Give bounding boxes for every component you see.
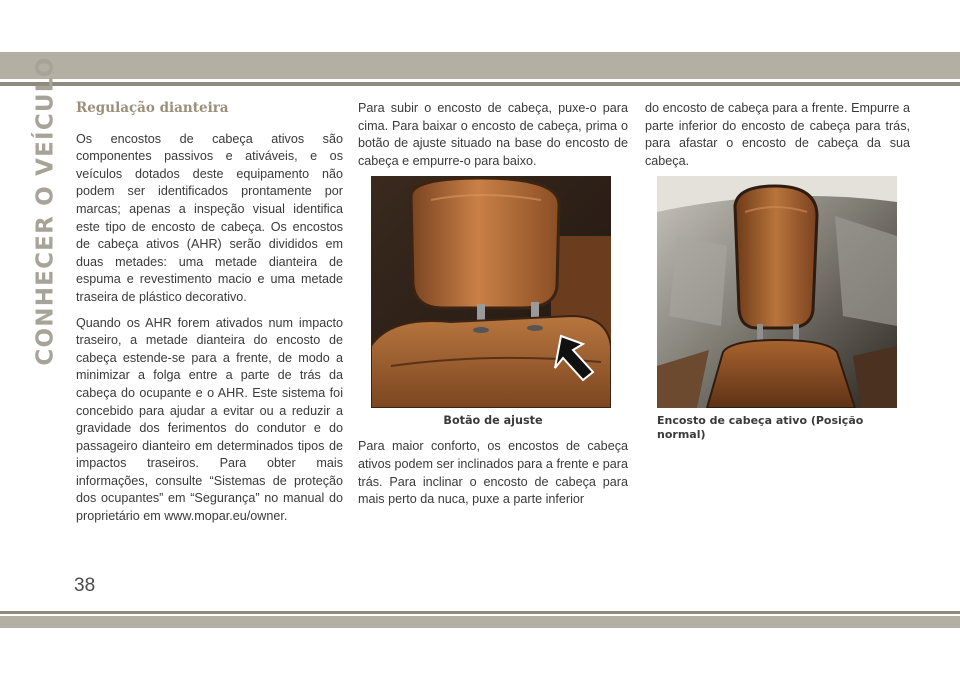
- top-rule: [0, 82, 960, 86]
- section-heading: Regulação dianteira: [76, 100, 229, 116]
- column-2: [358, 100, 628, 517]
- paragraph-ahr-description: Os encostos de cabeça ativos são componentes passivos e ativáveis, e os veículos dotados deste equipamento não podem ser identificados prontamente por marcas; apenas a inspeção visual identifica este tipo de encosto de cabeça. Os encostos de cabeça ativos (AHR) serão divididos em duas metades: uma metade dianteira de espuma e revestimento macio e uma metade traseira de plástico decorativo.: [76, 131, 343, 304]
- bottom-band: [0, 616, 960, 628]
- section-title-vertical: [26, 55, 66, 366]
- figure-adjust-button: [371, 176, 611, 408]
- figure-active-headrest: [657, 176, 897, 408]
- headrest-adjust-photo: [371, 176, 611, 408]
- paragraph-ahr-activation: Quando os AHR forem ativados num impacto traseiro, a metade dianteira do encosto de cabeça estende-se para a frente, de modo a minimizar a folga entre a parte de trás da cabeça do ocupante e o AHR. Este sistema foi concebido para ajudar a evitar ou a reduzir a gravidade dos ferimentos do condutor e do passageiro dianteiro em determinados tipos de impactos traseiros. Para obter mais informações, consulte “Sistemas de proteção dos ocupantes” em “Segurança” no manual do proprietário em www.mopar.eu/owner.: [76, 315, 343, 524]
- section-title: CONHECER O VEÍCULO: [33, 55, 59, 366]
- paragraph-raise-lower: Para subir o encosto de cabeça, puxe-o para cima. Para baixar o encosto de cabeça, prima o botão de ajuste situado na base do encosto de cabeça e empurre-o para baixo.: [358, 101, 628, 168]
- figure-caption-active-headrest: Encosto de cabeça ativo (Posição normal): [657, 414, 864, 442]
- column-1: [76, 100, 343, 534]
- bottom-rule: [0, 611, 960, 614]
- figure-caption-adjust-button: Botão de ajuste: [443, 414, 543, 428]
- column-3: [645, 100, 910, 452]
- active-headrest-photo: [657, 176, 897, 408]
- page-number: 38: [74, 575, 96, 596]
- top-band: [0, 52, 960, 79]
- paragraph-tilt: Para maior conforto, os encostos de cabeça ativos podem ser inclinados para a frente e para trás. Para inclinar o encosto de cabeça para mais perto da nuca, puxe a parte inferior: [358, 439, 628, 507]
- paragraph-tilt-continued: do encosto de cabeça para a frente. Empurre a parte inferior do encosto de cabeça para trás, para afastar o encosto de cabeça da sua cabeça.: [645, 101, 910, 168]
